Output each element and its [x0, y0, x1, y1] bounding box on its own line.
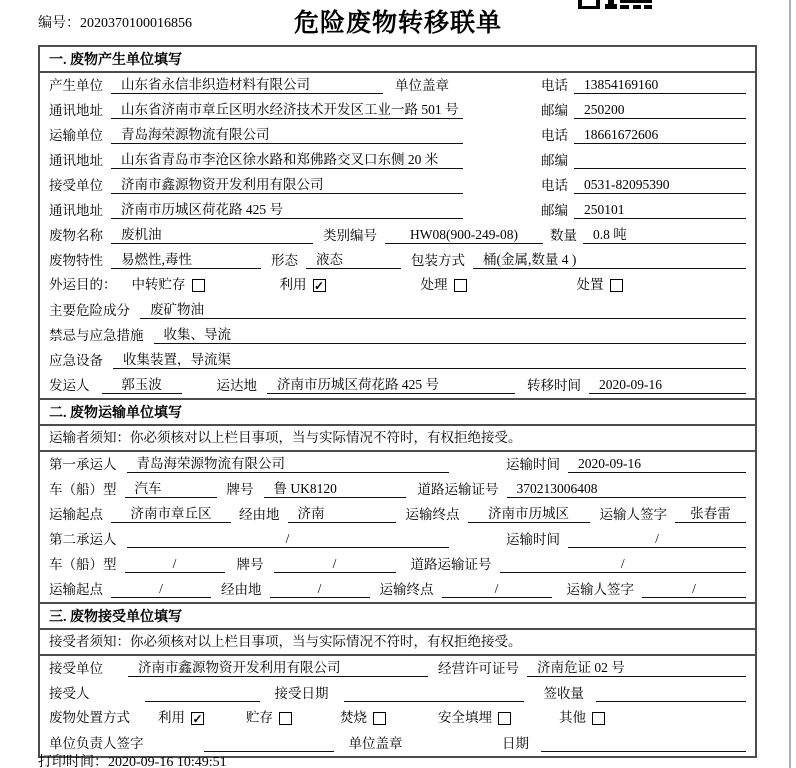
- purpose-option-transfer-storage-label: 中转贮存: [131, 277, 186, 293]
- receiver-label: 接受单位: [49, 177, 103, 193]
- form-value: 液态: [306, 252, 401, 269]
- transporter-zip-value: [574, 152, 746, 169]
- producer-zip-value: 250200: [574, 102, 746, 119]
- packaging-label: 包装方式: [411, 252, 465, 268]
- purpose-option-utilize: [280, 277, 326, 293]
- unit-seal-label: 单位盖章: [348, 735, 403, 751]
- transporter-notice-row: [40, 426, 755, 452]
- transporter-value: 青岛海荣源物流有限公司: [111, 127, 463, 144]
- disposal-landfill-label: 安全填埋: [438, 710, 492, 726]
- plate2-label: 牌号: [236, 556, 264, 572]
- route2-sign-label: 运输人签字: [566, 581, 634, 597]
- first-carrier-value: 青岛海荣源物流有限公司: [127, 456, 449, 473]
- receiver-value: 济南市鑫源物资开发利用有限公司: [111, 177, 463, 194]
- serial-label: 编号：: [38, 16, 80, 31]
- waste-property-row: [40, 248, 755, 273]
- disposal-storage-label: 贮存: [246, 710, 273, 726]
- sign-date-label: 日期: [502, 735, 529, 751]
- plate2-value: /: [274, 556, 396, 573]
- page-right-edge-line: [789, 0, 791, 768]
- accepting-unit-label: 接受单位: [49, 660, 103, 676]
- route2-start-value: /: [111, 581, 211, 598]
- accept-date-value: [344, 685, 524, 702]
- permit2-value: /: [500, 556, 747, 573]
- accepting-unit-value: 济南市鑫源物资开发利用有限公司: [128, 660, 428, 677]
- route1-via-label: 经由地: [239, 506, 280, 522]
- receipt-qty-value: [596, 685, 746, 702]
- transport-time2-label: 运输时间: [506, 531, 560, 547]
- first-carrier-label: 第一承运人: [49, 456, 117, 472]
- producer-value: 山东省永信非织造材料有限公司: [111, 77, 383, 94]
- transport-time2-value: /: [568, 531, 746, 548]
- purpose-option-dispose-label: 处置: [576, 277, 604, 293]
- equipment-label: 应急设备: [49, 352, 103, 368]
- waste-name-label: 废物名称: [49, 227, 103, 243]
- print-time-label: 打印时间：: [38, 755, 108, 768]
- permit1-value: 370213006408: [507, 481, 747, 498]
- producer-phone-label: 电话: [541, 77, 568, 93]
- disposal-incinerate-label: 焚烧: [340, 710, 367, 726]
- waste-property-value: 易燃性,毒性: [111, 252, 261, 269]
- transfer-storage-checkbox: [192, 279, 205, 292]
- vehicle1-type-label: 车（船）型: [49, 481, 117, 497]
- permit1-label: 道路运输证号: [417, 481, 499, 497]
- disposal-option-incinerate: [340, 710, 386, 726]
- disposal-method-row: [40, 706, 755, 731]
- vehicle2-type-label: 车（船）型: [49, 556, 117, 572]
- plate1-label: 牌号: [226, 481, 254, 497]
- receiver-zip-value: 250101: [574, 202, 746, 219]
- disposal-other-label: 其他: [559, 710, 586, 726]
- destination-value: 济南市历城区荷花路 425 号: [267, 377, 515, 394]
- second-carrier-value: /: [127, 531, 449, 548]
- transfer-time-label: 转移时间: [527, 377, 581, 393]
- transporter-address-label: 通讯地址: [49, 152, 103, 168]
- license-value: 济南危证 02 号: [527, 660, 746, 677]
- disposal-option-utilize: [158, 710, 204, 726]
- purpose-option-utilize-label: 利用: [279, 277, 307, 293]
- emergency-value: 收集、导流: [154, 327, 747, 344]
- hazard-label: 主要危险成分: [49, 302, 130, 318]
- receiver-notice-row: [40, 630, 755, 656]
- receiver-address-value: 济南市历城区荷花路 425 号: [111, 202, 463, 219]
- seal-label: 单位盖章: [395, 77, 449, 93]
- disposal-other-checkbox: [592, 712, 605, 725]
- equipment-row: [40, 348, 755, 373]
- second-carrier-row: [40, 527, 755, 552]
- transporter-phone-label: 电话: [541, 127, 568, 143]
- page-title: 危险废物转移联单: [293, 10, 502, 37]
- receiver-row: [40, 173, 755, 198]
- acceptor-row: [40, 681, 755, 706]
- receiver-phone-label: 电话: [541, 177, 568, 193]
- license-label: 经营许可证号: [438, 660, 519, 676]
- route1-sign-value: 张春雷: [675, 506, 746, 523]
- form-label: 形态: [271, 252, 298, 268]
- destination-label: 运达地: [216, 377, 257, 393]
- print-time-value: 2020-09-16 10:49:51: [108, 755, 227, 768]
- transfer-time-value: 2020-09-16: [589, 377, 746, 394]
- serial-value: 2020370100016856: [80, 16, 192, 31]
- vehicle1-row: [40, 477, 755, 502]
- purpose-option-treat: [421, 277, 467, 293]
- purpose-option-dispose: [577, 277, 623, 293]
- transport-time-label: 运输时间: [506, 456, 560, 472]
- transporter-address-value: 山东省青岛市李沧区徐水路和郑佛路交叉口东侧 20 米: [111, 152, 463, 169]
- route2-end-label: 运输终点: [379, 581, 434, 597]
- hazard-value: 废矿物油: [140, 302, 746, 319]
- vehicle2-row: [40, 552, 755, 577]
- receiver-phone-value: 0531-82095390: [574, 177, 746, 194]
- acceptor-value: [145, 685, 260, 702]
- transport-time-value: 2020-09-16: [568, 456, 746, 473]
- section1-header: 一. 废物产生单位填写: [40, 47, 755, 73]
- print-time: [38, 751, 227, 768]
- route1-row: [40, 502, 755, 527]
- receiver-notice-text: 接受者须知：你必须核对以上栏目事项，当与实际情况不符时，有权拒绝接受。: [49, 633, 522, 649]
- section2-header: 二. 废物运输单位填写: [40, 398, 755, 426]
- disposal-utilize-checkbox: ✓: [192, 712, 203, 726]
- disposal-storage-checkbox: [279, 712, 292, 725]
- manifest-form: [38, 45, 757, 758]
- disposal-incinerate-checkbox: [373, 712, 386, 725]
- disposal-option-other: [559, 710, 605, 726]
- utilize-checkbox: ✓: [313, 279, 325, 293]
- purpose-row: [40, 273, 755, 298]
- quantity-label: 数量: [550, 227, 577, 243]
- sign-date-value: [541, 735, 746, 752]
- route2-start-label: 运输起点: [49, 581, 103, 597]
- producer-address-label: 通讯地址: [49, 102, 103, 118]
- transporter-phone-value: 18661672606: [574, 127, 746, 144]
- transporter-label: 运输单位: [49, 127, 103, 143]
- disposal-utilize-label: 利用: [158, 710, 185, 726]
- vehicle2-type-value: /: [125, 556, 225, 573]
- route1-start-label: 运输起点: [49, 506, 103, 522]
- shipper-label: 发运人: [49, 377, 90, 393]
- responsible-sign-value: [204, 735, 334, 752]
- producer-address-row: [40, 98, 755, 123]
- equipment-value: 收集装置，导流渠: [113, 352, 746, 369]
- producer-label: 产生单位: [49, 77, 103, 93]
- packaging-value: 桶(金属,数量 4 ): [473, 252, 746, 269]
- waste-name-value: 废机油: [111, 227, 313, 244]
- accept-date-label: 接受日期: [274, 685, 329, 701]
- purpose-option-transfer-storage: [132, 277, 205, 293]
- producer-phone-value: 13854169160: [574, 77, 746, 94]
- producer-address-value: 山东省济南市章丘区明水经济技术开发区工业一路 501 号: [111, 102, 463, 119]
- plate1-value: 鲁 UK8120: [264, 481, 406, 498]
- hazard-row: [40, 298, 755, 323]
- vehicle1-type-value: 汽车: [125, 481, 217, 498]
- second-carrier-label: 第二承运人: [49, 531, 117, 547]
- receipt-qty-label: 签收量: [543, 685, 584, 701]
- disposal-landfill-checkbox: [498, 712, 511, 725]
- first-carrier-row: [40, 452, 755, 477]
- transporter-row: [40, 123, 755, 148]
- transporter-address-row: [40, 148, 755, 173]
- disposal-option-storage: [246, 710, 292, 726]
- route1-sign-label: 运输人签字: [599, 506, 667, 522]
- route1-end-label: 运输终点: [405, 506, 460, 522]
- dispose-checkbox: [610, 279, 623, 292]
- waste-name-row: [40, 223, 755, 248]
- waste-property-label: 废物特性: [49, 252, 103, 268]
- disposal-method-label: 废物处置方式: [49, 710, 130, 726]
- transporter-notice-text: 运输者须知：你必须核对以上栏目事项，当与实际情况不符时，有权拒绝接受。: [49, 429, 522, 445]
- receiver-address-row: [40, 198, 755, 223]
- shipper-row: [40, 373, 755, 398]
- purpose-option-treat-label: 处理: [420, 277, 448, 293]
- route1-end-value: 济南市历城区: [468, 506, 590, 523]
- quantity-value: 0.8 吨: [583, 227, 746, 244]
- emergency-label: 禁忌与应急措施: [49, 327, 144, 343]
- receiver-address-label: 通讯地址: [49, 202, 103, 218]
- treat-checkbox: [454, 279, 467, 292]
- producer-row: [40, 73, 755, 98]
- permit2-label: 道路运输证号: [410, 556, 492, 572]
- purpose-label: 外运目的：: [49, 277, 117, 293]
- route2-sign-value: /: [642, 581, 746, 598]
- category-label: 类别编号: [323, 227, 377, 243]
- route2-via-value: /: [270, 581, 370, 598]
- transporter-zip-label: 邮编: [541, 152, 568, 168]
- route2-row: [40, 577, 755, 602]
- category-value: HW08(900-249-08): [385, 227, 543, 244]
- shipper-value: 郭玉波: [102, 377, 182, 394]
- accepting-unit-row: [40, 656, 755, 681]
- producer-zip-label: 邮编: [541, 102, 568, 118]
- route2-via-label: 经由地: [221, 581, 262, 597]
- route1-via-value: 济南: [288, 506, 396, 523]
- disposal-option-landfill: [438, 710, 511, 726]
- acceptor-label: 接受人: [49, 685, 90, 701]
- receiver-zip-label: 邮编: [541, 202, 568, 218]
- responsible-sign-label: 单位负责人签字: [49, 735, 144, 751]
- section3-header: 三. 废物接受单位填写: [40, 602, 755, 630]
- route2-end-value: /: [442, 581, 552, 598]
- emergency-row: [40, 323, 755, 348]
- route1-start-value: 济南市章丘区: [111, 506, 231, 523]
